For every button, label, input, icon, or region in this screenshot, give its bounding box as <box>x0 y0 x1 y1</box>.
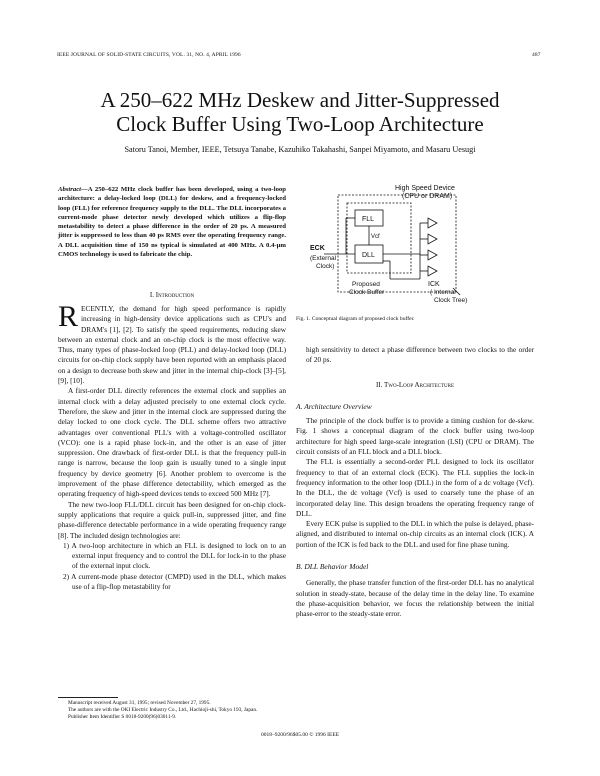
paper-title <box>30 88 570 136</box>
footnote-2: The authors are with the OKI Electric Industry Co., Ltd., Hachioji-shi, Tokyo 193, Japan. <box>68 707 258 713</box>
label-ick: ICK <box>428 281 440 288</box>
authors: Satoru Tanoi, Member, IEEE, Tetsuya Tanabe, Kazuhiko Takahashi, Sanpei Miyamoto, and Masaru Uesugi <box>124 145 476 154</box>
drop-cap: R <box>58 300 79 333</box>
buffer-triangle <box>428 234 437 244</box>
figure-1-diagram <box>310 183 540 305</box>
intro-paragraph-3: The new two-loop FLL/DLL circuit has been designed for on-chip clock-supply applications that require a quick pull-in, suppressed jitter, and fine phase-difference detectable performance in a wide operating frequency range [8]. The included design technologies are: <box>58 499 286 540</box>
label-fll: FLL <box>362 216 375 223</box>
label-internal-1: ( Internal <box>430 289 456 296</box>
label-eck: ECK <box>310 245 325 252</box>
abstract-text: A 250–622 MHz clock buffer has been developed, using a two-loop architecture: a delay-locked loop (DLL) for deskew, and a frequency-locked loop (FLL) for reference frequency supply to the DLL. The DLL incorporates a current-mode phase detector newly developed which utilizes a flip-flop metastability to detect a phase difference in the order of 20 ps. A measured jitter is suppressed to less than 40 ps RMS over the operating frequency range. A DLL acquisition time of 150 ns typical is simulated at 400 MHz. A 0.4-μm CMOS technology is used to fabricate the chip. <box>58 186 286 259</box>
copyright-footer: 0018–9200/96$05.00 © 1996 IEEE <box>260 732 340 738</box>
section-1-heading: I. Introduction <box>149 291 195 299</box>
subsection-b-heading: B. DLL Behavior Model <box>296 562 369 572</box>
section-b-paragraph-1: Generally, the phase transfer function of the first-order DLL has no analytical solution in steady-state, because of the delay time in the delay line. To examine the phase-acquisition behavior, we focus the relationship between the initial phase-error to the steady-state error. <box>296 578 534 619</box>
page-number: 487 <box>532 52 541 58</box>
left-column <box>58 300 286 592</box>
abstract <box>58 185 286 259</box>
title-line-1: A 250–622 MHz Deskew and Jitter-Suppressed <box>100 88 500 112</box>
section-a-paragraph-1: The principle of the clock buffer is to provide a timing cushion for de-skew. Fig. 1 shows a conceptual diagram of the clock buffer using two-loop architecture for high speed large-scale integration (LSI) (CPU or DRAM). The circuit consists of an FLL block and a DLL block. <box>296 416 534 457</box>
label-external-1: (External <box>310 255 337 262</box>
label-proposed-1: Proposed <box>352 281 380 288</box>
buffer-triangle <box>428 218 437 228</box>
label-vcf: Vcf <box>371 234 380 240</box>
right-column <box>296 345 534 620</box>
running-header: IEEE JOURNAL OF SOLID-STATE CIRCUITS, VOL. 31, NO. 4, APRIL 1996 <box>57 52 241 58</box>
abstract-label: Abstract— <box>58 186 88 193</box>
footnote-3: Publisher Item Identifier S 0018-9200(96)03011-9. <box>68 714 177 720</box>
list-item-2: 2) A current-mode phase detector (CMPD) used in the DLL, which makes use of a flip-flop metastability for <box>63 571 286 592</box>
intro-p1-text: ECENTLY, the demand for high speed performance is rapidly increasing in high-density device applications such as CPU's and DRAM's [1], [2]. To satisfy the speed requirements, reducing skew between an external clock and an on-chip clock is the most effective way. Thus, many types of phase-locked loop (PLL) and delay-locked loop (DLL) circuits for on-chip clock supply have been reported with an emphasis placed on a design to decrease both skew and jitter in the internal chip-clock [3]–[5], [9], [10]. <box>58 304 286 386</box>
section-a-paragraph-3: Every ECK pulse is supplied to the DLL in which the pulse is delayed, phase-aligned, and distributed to internal on-chip circuits as an internal clock (ICK). A portion of the ICK is fed back to the DLL and used for fine phase tuning. <box>296 519 534 549</box>
section-2-heading: II. Two-Loop Architecture <box>375 380 455 389</box>
intro-paragraph-1 <box>58 300 286 386</box>
label-proposed-2: Clock Buffer <box>349 289 385 296</box>
list-item-1: 1) A two-loop architecture in which an FLL is designed to lock on to an external input frequency and to control the DLL for lock-in to the phase of the external input clock. <box>63 540 286 571</box>
list-item-2-continued: high sensitivity to detect a phase difference between two clocks to the order of 20 ps. <box>306 345 534 365</box>
label-external-2: Clock) <box>316 263 335 270</box>
device-boundary <box>338 195 456 292</box>
footnote-1: Manuscript received August 31, 1995; revised November 27, 1995. <box>68 700 211 706</box>
intro-paragraph-2: A first-order DLL directly references the external clock and supplies an internal clock with a delay adjusted precisely to one external clock cycle. Therefore, the skew and jitter in the internal clock are suppressed during the delay locked to one clock cycle. The DLL scheme offers two attractive advantages over conventional PLL's with a voltage-controlled oscillator (VCO): one is a rapid phase lock-in, and the other is an ease of jitter suppression. One drawback of first-order DLL is that the frequency pull-in range is narrow, because the loop gain is usually tuned to a single input frequency by device geometry [6]. Another problem to overcome is the improvement of the phase difference detectability, which emerged as the operating frequency of high-speed devices tends to exceed 500 MHz [7]. <box>58 386 286 499</box>
buffer-triangle <box>428 266 437 276</box>
label-hsd-2: (CPU or DRAM) <box>402 193 453 200</box>
figure-1-caption: Fig. 1. Conceptual diagram of proposed clock buffer. <box>296 316 415 322</box>
subsection-a-heading: A. Architecture Overview <box>296 401 372 411</box>
section-a-paragraph-2: The FLL is essentially a second-order PLL designed to lock its oscillator frequency to that of an external clock (ECK). The FLL supplies the lock-in frequency information to the other loop (DLL) in the form of a dc voltage (Vcf). In the DLL, the dc voltage (Vcf) is used to coarsely tune the phase of an incorporated delay line. This design broadens the operating frequency range of DLL. <box>296 457 534 518</box>
label-dll: DLL <box>362 252 375 259</box>
title-line-2: Clock Buffer Using Two-Loop Architecture <box>116 112 484 136</box>
footnote-block <box>58 697 286 721</box>
label-hsd-1: High Speed Device <box>395 185 455 192</box>
buffer-triangle <box>428 250 437 260</box>
footnote-rule <box>58 697 118 698</box>
label-internal-2: Clock Tree) <box>434 297 468 304</box>
